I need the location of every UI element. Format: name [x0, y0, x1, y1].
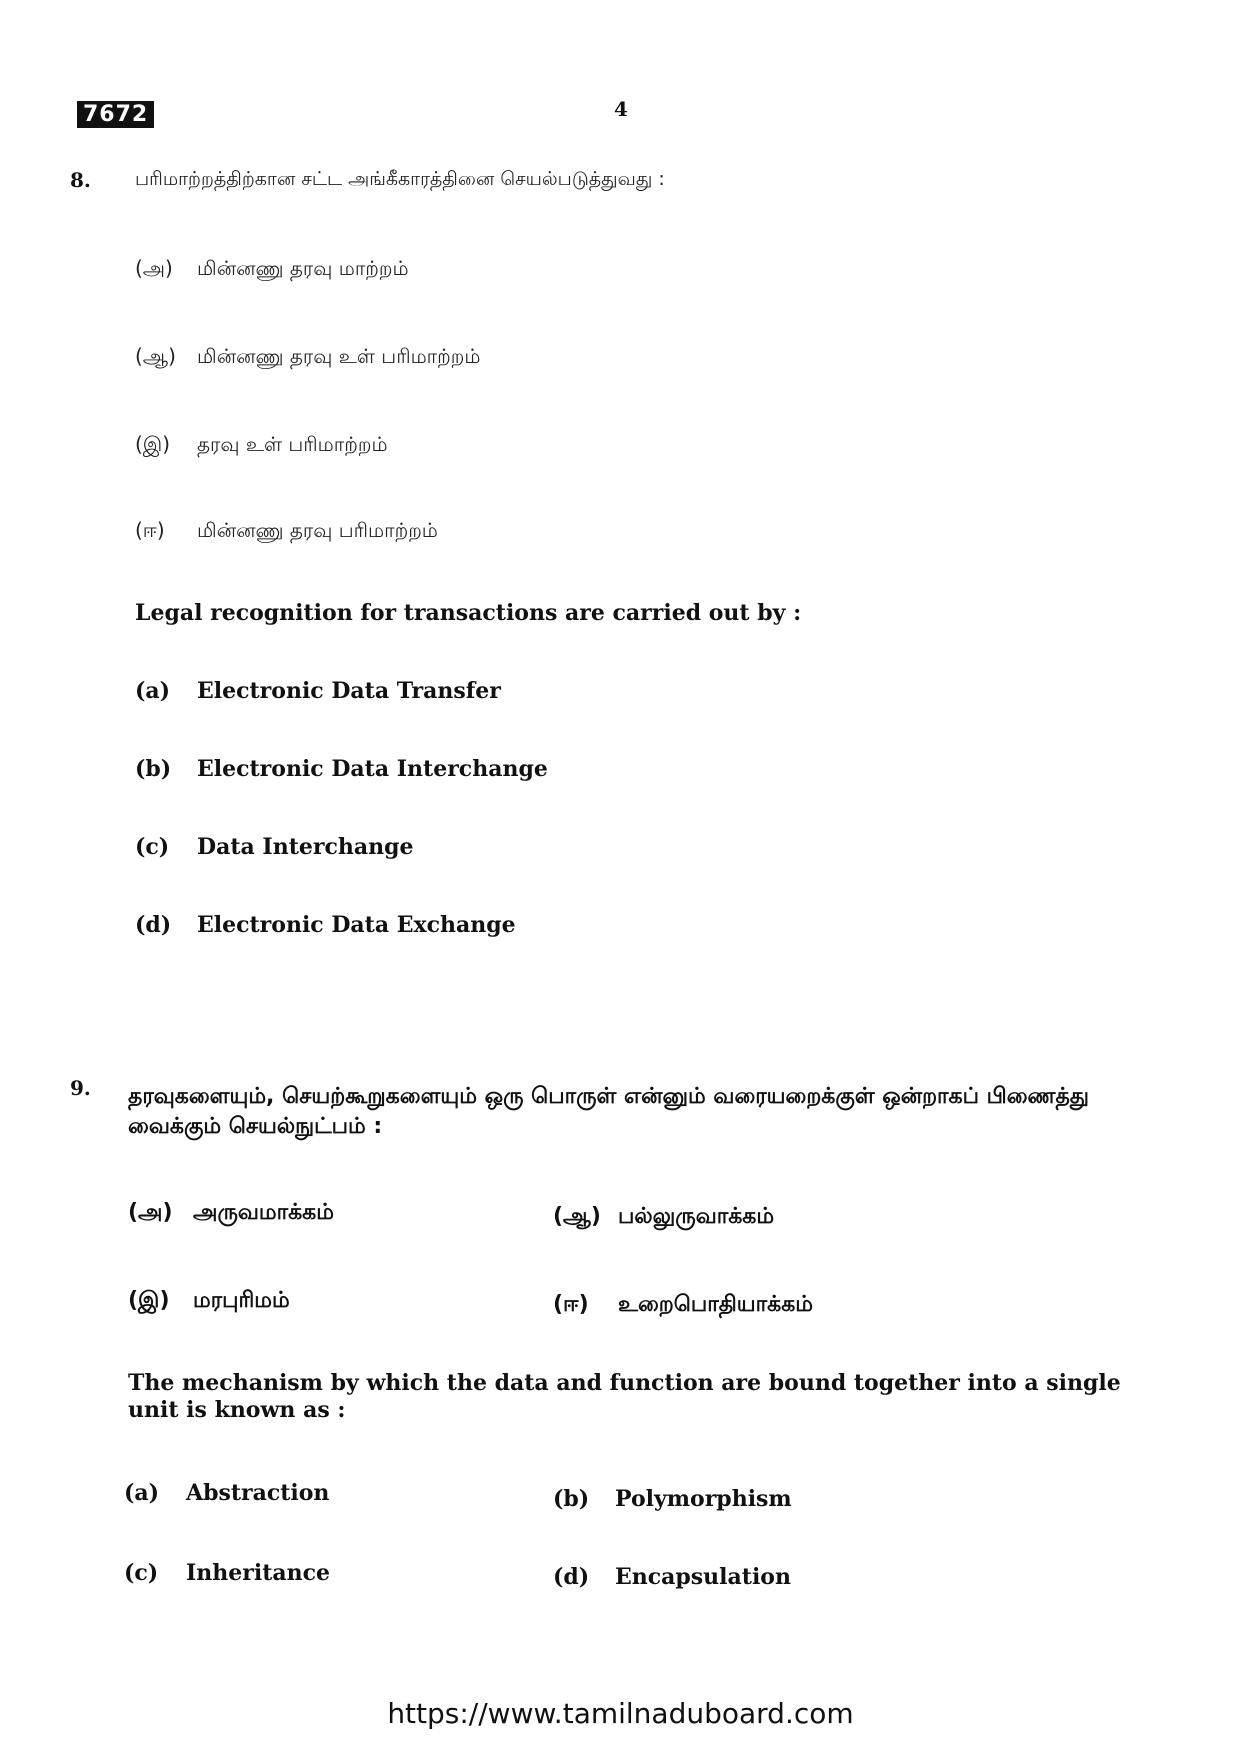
question-number: 8.	[70, 168, 91, 192]
option-d: (d) Electronic Data Exchange	[135, 912, 516, 938]
question-text-tamil: பரிமாற்றத்திற்கான சட்ட அங்கீகாரத்தினை செயல்படுத்துவது :	[135, 168, 665, 190]
question-text-english: The mechanism by which the data and function are bound together into a single unit is known as :	[128, 1370, 1121, 1423]
option-tamil-b: (ஆ) மின்னணு தரவு உள் பரிமாற்றம்	[135, 344, 481, 368]
option-tamil-a: (அ) மின்னணு தரவு மாற்றம்	[135, 256, 409, 280]
option-tamil-b: (ஆ) பல்லுருவாக்கம்	[553, 1204, 775, 1229]
question-number: 9.	[70, 1076, 91, 1100]
option-tamil-d: (ஈ) உறைபொதியாக்கம்	[553, 1292, 813, 1317]
option-b: (b) Electronic Data Interchange	[135, 756, 548, 782]
page-number: 4	[614, 97, 628, 121]
paper-code: 7672	[77, 101, 154, 128]
option-tamil-c: (இ) தரவு உள் பரிமாற்றம்	[135, 432, 388, 456]
question-text-tamil: தரவுகளையும், செயற்கூறுகளையும் ஒரு பொருள் என்னும் வரையறைக்குள் ஒன்றாகப் பிணைத்து வைக்கும் செயல்நுட்பம் :	[128, 1084, 1089, 1139]
footer-url[interactable]: https://www.tamilnaduboard.com	[387, 1697, 854, 1730]
option-tamil-a: (அ) அருவமாக்கம்	[128, 1200, 334, 1225]
option-tamil-d: (ஈ) மின்னணு தரவு பரிமாற்றம்	[135, 518, 438, 542]
option-b: (b) Polymorphism	[553, 1486, 792, 1512]
option-a: (a) Electronic Data Transfer	[135, 678, 501, 704]
option-c: (c) Inheritance	[124, 1560, 331, 1586]
option-d: (d) Encapsulation	[553, 1564, 791, 1590]
option-a: (a) Abstraction	[124, 1480, 330, 1506]
option-tamil-c: (இ) மரபுரிமம்	[128, 1288, 290, 1313]
option-c: (c) Data Interchange	[135, 834, 414, 860]
question-text-english: Legal recognition for transactions are carried out by :	[135, 600, 802, 626]
